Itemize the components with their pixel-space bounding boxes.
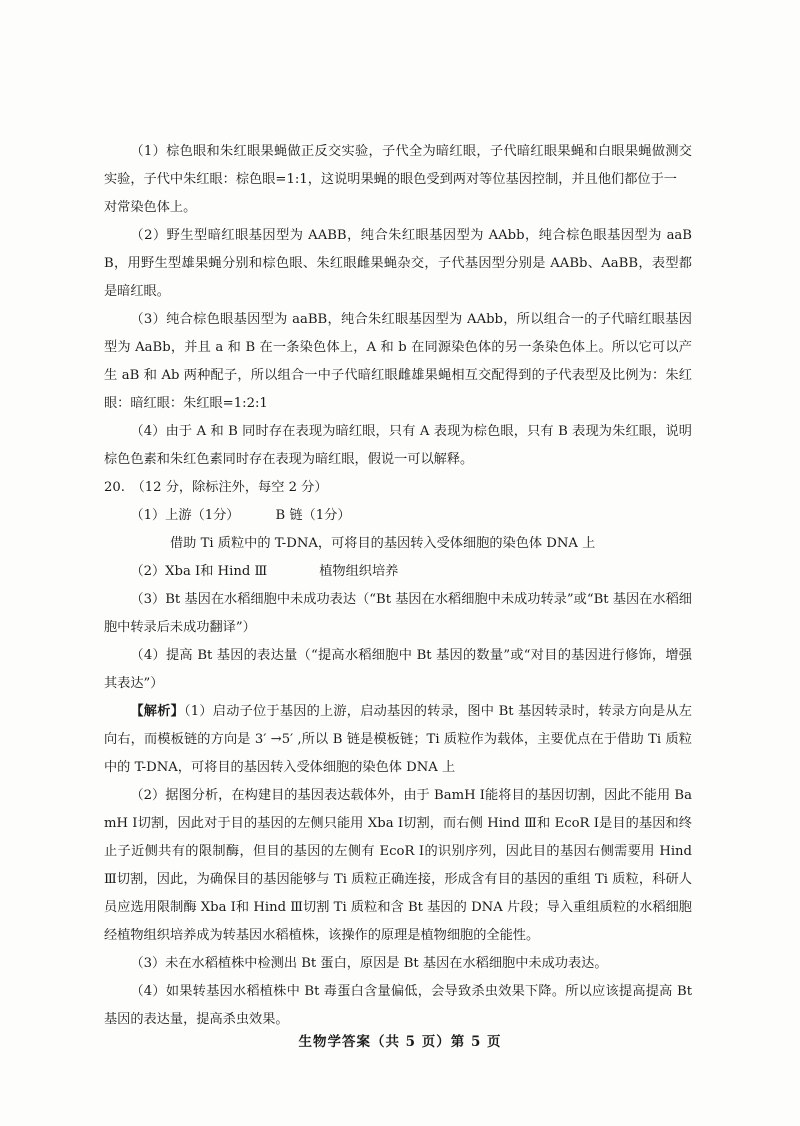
q20-analysis-3: （3）未在水稻植株中检测出 Bt 蛋白，原因是 Bt 基因在水稻细胞中未成功表达。 — [130, 956, 608, 971]
q19-answer-4: （4）由于 A 和 B 同时存在表现为暗红眼，只有 A 表现为棕色眼，只有 B 表现为朱红眼，说明棕色色素和朱红色素同时存在表现为暗红眼，假说一可以解释。 — [104, 424, 692, 467]
q20-answer-1-part2: B 链（1分） — [275, 508, 351, 523]
q20-answer-1-part1: （1）上游（1分） — [130, 508, 240, 523]
q20-header: 20. （12 分，除标注外，每空 2 分） — [104, 480, 328, 495]
q20-answer-4: （4）提高 Bt 基因的表达量（“提高水稻细胞中 Bt 基因的数量”或“对目的基因进行修饰，增强其表达”） — [104, 648, 692, 691]
q19-answer-3: （3）纯合棕色眼基因型为 aaBB，纯合朱红眼基因型为 AAbb，所以组合一的子代暗红眼基因型为 AaBb，并且 a 和 B 在一条染色体上，A 和 b 在同源染色体的另一条染色体上。所以它可以产生 aB 和 Ab 两种配子，所以组合一中子代暗红眼雌雄果蝇相互交配得到的子代表型及比例为：朱红眼：暗红眼：朱红眼=1:2:1 — [104, 312, 692, 411]
q20-answer-3: （3）Bt 基因在水稻细胞中未成功表达（“Bt 基因在水稻细胞中未成功转录”或“Bt 基因在水稻细胞中转录后未成功翻译”） — [104, 592, 692, 635]
q20-analysis-1-text: （1）启动子位于基因的上游，启动基因的转录，图中 Bt 基因转录时，转录方向是从左向右，而模板链的方向是 3′ →5′ ,所以 B 链是模板链；Ti 质粒作为载体，主要优点在于借助 Ti 质粒中的 T-DNA，可将目的基因转入受体细胞的染色体 DNA 上 — [104, 704, 692, 775]
answer-content — [104, 138, 692, 1034]
q20-answer-1 — [104, 502, 692, 530]
q20-answer-2-part1: （2）Xba Ⅰ和 Hind Ⅲ — [130, 564, 268, 579]
page-footer: 生物学答案（共 5 页）第 5 页 — [298, 1034, 502, 1050]
q19-answer-1: （1）棕色眼和朱红眼果蝇做正反交实验，子代全为暗红眼，子代暗红眼果蝇和白眼果蝇做测交 实验，子代中朱红眼：棕色眼=1:1，这说明果蝇的眼色受到两对等位基因控制，并且他们都位于一 — [104, 144, 692, 187]
q19-answer-2: （2）野生型暗红眼基因型为 AABB，纯合朱红眼基因型为 AAbb，纯合棕色眼基因型为 aaBB，用野生型雄果蝇分别和棕色眼、朱红眼雌果蝇杂交，子代基因型分别是 AABb、AaBB，表型都是暗红眼。 — [104, 228, 692, 299]
q20-analysis-4: （4）如果转基因水稻植株中 Bt 毒蛋白含量偏低，会导致杀虫效果下降。所以应该提高提高 Bt 基因的表达量，提高杀虫效果。 — [104, 984, 692, 1027]
q20-analysis-2: （2）据图分析，在构建目的基因表达载体外，由于 BamH Ⅰ能将目的基因切割，因此不能用 BamH Ⅰ切割，因此对于目的基因的左侧只能用 Xba Ⅰ切割，而右侧 Hind Ⅲ和 EcoR Ⅰ是目的基因和终止子近侧共有的限制酶，但目的基因的左侧有 EcoR Ⅰ的识别序列，因此目的基因右侧需要用 Hind Ⅲ切割，因此，为确保目的基因能够与 Ti 质粒正确连接，形成含有目的基因的重组 Ti 质粒，科研人员应选用限制酶 Xba Ⅰ和 Hind Ⅲ切割 Ti 质粒和含 Bt 基因的 DNA 片段；导入重组质粒的水稻细胞经植物组织培养成为转基因水稻植株，该操作的原理是植物细胞的全能性。 — [104, 788, 692, 943]
q20-answer-2-part2: 植物组织培养 — [319, 564, 399, 579]
q20-analysis-1 — [104, 698, 692, 782]
q20-answer-2 — [104, 558, 692, 586]
q20-answer-1-line2: 借助 Ti 质粒中的 T-DNA，可将目的基因转入受体细胞的染色体 DNA 上 — [170, 536, 596, 551]
q19-answer-1-continued: 对常染色体上。 — [104, 200, 197, 215]
analysis-label: 【解析】 — [130, 704, 184, 719]
